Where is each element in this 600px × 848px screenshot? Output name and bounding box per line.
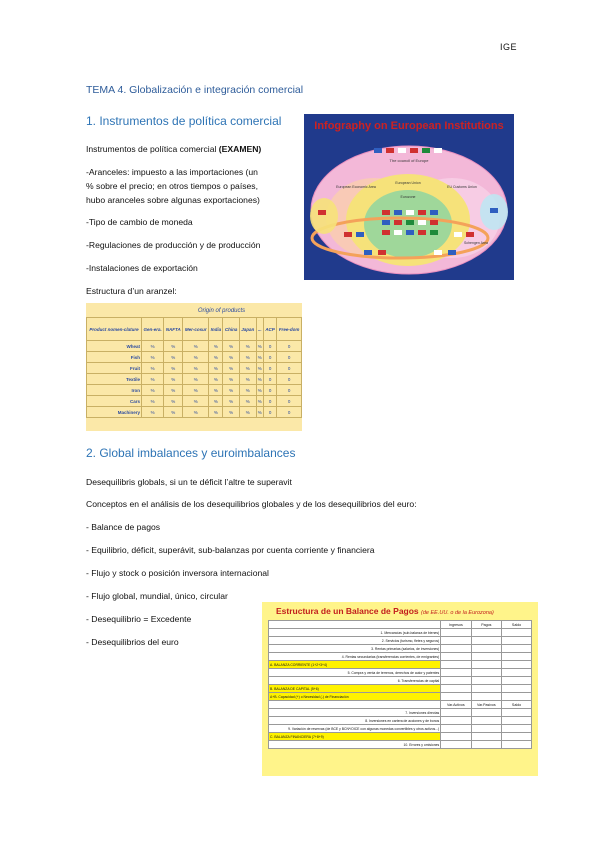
balance-cell [502, 677, 532, 685]
balance-row-label: A+B. Capacidad (+) o Necesidad (-) de Financiación [269, 693, 441, 701]
tariff-cell: 0 [277, 363, 302, 374]
balance-cell [502, 693, 532, 701]
ring-label-schengen: Schengen Area [464, 241, 488, 245]
tariff-cell: % [141, 396, 163, 407]
table-row [269, 725, 532, 733]
tariff-cell: % [183, 352, 209, 363]
balance-cell [502, 645, 532, 653]
balance-cell [502, 629, 532, 637]
tariff-cell: % [223, 396, 239, 407]
tariff-row-label: Iron [87, 385, 142, 396]
balance-cell [502, 669, 532, 677]
tariff-cell: % [256, 363, 263, 374]
tariff-row-label: Machinery [87, 407, 142, 418]
ring-label-customs: EU Customs Union [447, 185, 477, 189]
tariff-col-header: China [223, 318, 239, 341]
balance-cell [441, 717, 471, 725]
tariff-cell: % [256, 352, 263, 363]
tariff-cell: 0 [264, 396, 277, 407]
balance-row-label: C. BALANZA FINANCIERA (7+8+9) [269, 733, 441, 741]
table-row [269, 669, 532, 677]
balance-cell [502, 717, 532, 725]
tariff-cell: % [209, 396, 223, 407]
ring-label-eea: European Economic Area [336, 185, 376, 189]
balance-image [262, 602, 538, 776]
balance-row-label: 10. Errores y omisiones [269, 741, 441, 749]
balance-cell [471, 709, 501, 717]
balance-cell [441, 669, 471, 677]
tariff-row-label: Textile [87, 374, 142, 385]
council-label: The council of Europe [389, 158, 429, 163]
tariff-cell: % [239, 352, 256, 363]
item-export: -Instalaciones de exportación [86, 263, 198, 273]
balance-row-label [269, 701, 441, 709]
balance-cell: Pagos [471, 621, 501, 629]
tariff-cell: 0 [277, 396, 302, 407]
tariff-cell: % [223, 352, 239, 363]
infographic-title: Infography on European Institutions [314, 120, 504, 132]
tariff-cell: % [183, 396, 209, 407]
balance-cell [471, 629, 501, 637]
tariff-cell: % [209, 385, 223, 396]
table-row [87, 374, 302, 385]
table-row [87, 396, 302, 407]
left-small-ellipse [310, 198, 338, 234]
balance-cell [502, 685, 532, 693]
tariff-cell: % [141, 374, 163, 385]
tariff-col-header: ... [256, 318, 263, 341]
tariff-cell: 0 [277, 341, 302, 352]
tariff-cell: % [209, 407, 223, 418]
balance-cell [441, 693, 471, 701]
balance-cell [471, 717, 501, 725]
balance-cell [471, 677, 501, 685]
balance-cell [441, 725, 471, 733]
section2-heading: 2. Global imbalances y euroimbalances [86, 446, 296, 460]
table-row [269, 645, 532, 653]
tariff-cell: 0 [277, 352, 302, 363]
tariff-col-header: India [209, 318, 223, 341]
exam-line-prefix: Instrumentos de política comercial [86, 144, 219, 154]
tariff-cell: % [164, 385, 183, 396]
s2-line-7: - Desequilibrios del euro [86, 637, 179, 647]
tariff-cell: % [164, 341, 183, 352]
tariff-col-header: Product nomen-clature [87, 318, 142, 341]
balance-row-label: 4. Rentas secundarias (transferencias corrientes, de emigrantes) [269, 653, 441, 661]
table-row [269, 629, 532, 637]
balance-cell [502, 741, 532, 749]
tariff-cell: 0 [264, 374, 277, 385]
tariff-cell: % [256, 385, 263, 396]
ring-label-eurozone: Eurozone [400, 195, 416, 199]
table-row [269, 621, 532, 629]
tariff-caption-spacer [87, 303, 142, 318]
topic-title: TEMA 4. Globalización e integración comercial [86, 84, 304, 96]
balance-row-label: 8. Inversiones en cartera de acciones y de bonos [269, 717, 441, 725]
tariff-cell: 0 [264, 407, 277, 418]
tariff-row-label: Fruit [87, 363, 142, 374]
tariff-cell: % [164, 363, 183, 374]
table-row [269, 717, 532, 725]
tariff-cell: % [183, 341, 209, 352]
tariff-cell: % [141, 385, 163, 396]
balance-cell [441, 645, 471, 653]
tariff-col-header: Free-dom [277, 318, 302, 341]
s2-line-6: - Desequilibrio = Excedente [86, 614, 192, 624]
balance-cell [471, 661, 501, 669]
tariff-cell: % [239, 385, 256, 396]
tariff-table [86, 303, 302, 418]
table-row [87, 341, 302, 352]
tariff-cell: % [141, 352, 163, 363]
tariff-cell: % [239, 407, 256, 418]
balance-cell [471, 669, 501, 677]
tariff-cell: 0 [264, 341, 277, 352]
infographic-diagram [304, 114, 514, 280]
balance-row-label: 6. Transferencias de capital [269, 677, 441, 685]
tariff-cell: % [164, 396, 183, 407]
tariff-line-3: hubo aranceles sobre algunas exportaciones) [86, 195, 260, 205]
balance-row-label: 9. Variación de reservas (de BCE y BCN*/OICE con algunas monedas convertibles y otros activos...) [269, 725, 441, 733]
tariff-row-label: Fish [87, 352, 142, 363]
balance-cell [441, 629, 471, 637]
tariff-cell: % [141, 341, 163, 352]
table-row [87, 407, 302, 418]
tariff-cell: % [183, 407, 209, 418]
tariff-cell: 0 [264, 352, 277, 363]
tariff-row-label: Cars [87, 396, 142, 407]
tariff-col-header: ACP [264, 318, 277, 341]
tariff-cell: 0 [264, 363, 277, 374]
table-row [87, 352, 302, 363]
balance-cell [441, 733, 471, 741]
balance-subtitle: (de EE.UU. o de la Eurozona) [421, 610, 494, 616]
balance-title [262, 602, 538, 620]
tariff-cell: % [183, 363, 209, 374]
balance-cell: Var.Activos [441, 701, 471, 709]
tariff-cell: % [223, 407, 239, 418]
s2-line-1: Conceptos en el análisis de los desequilibrios globales y de los desequilibrios del euro: [86, 499, 417, 509]
balance-cell [471, 741, 501, 749]
course-code: IGE [500, 42, 518, 52]
ring-label-eu: European Union [395, 181, 421, 185]
tariff-cell: % [223, 374, 239, 385]
tariff-cell: % [239, 374, 256, 385]
tariff-cell: % [223, 385, 239, 396]
table-row [87, 385, 302, 396]
s2-line-4: - Flujo y stock o posición inversora internacional [86, 568, 269, 578]
tariff-cell: % [141, 363, 163, 374]
exam-line [86, 143, 261, 156]
exam-line-bold: (EXAMEN) [218, 144, 262, 154]
eu-infographic [304, 114, 514, 280]
tariff-cell: 0 [277, 374, 302, 385]
item-exchange: -Tipo de cambio de moneda [86, 217, 193, 227]
tariff-cell: % [239, 396, 256, 407]
balance-cell [502, 733, 532, 741]
balance-cell [441, 653, 471, 661]
tariff-cell: % [256, 407, 263, 418]
balance-row-label: 7. Inversiones directas [269, 709, 441, 717]
balance-cell [441, 677, 471, 685]
tariff-cell: % [209, 363, 223, 374]
tariff-cell: % [239, 363, 256, 374]
balance-cell: Ingresos [441, 621, 471, 629]
balance-row-label: B. BALANZA DE CAPITAL (5+6) [269, 685, 441, 693]
tariff-col-header: NAFTA [164, 318, 183, 341]
balance-cell [502, 709, 532, 717]
balance-cell: Saldo [502, 701, 532, 709]
tariff-cell: % [209, 341, 223, 352]
table-row [87, 363, 302, 374]
tariff-cell: % [256, 396, 263, 407]
balance-table [268, 620, 532, 749]
table-row [269, 677, 532, 685]
balance-cell [441, 709, 471, 717]
balance-row-label: 2. Servicios (turismo, fletes y seguros) [269, 637, 441, 645]
table-row [269, 709, 532, 717]
balance-cell [502, 725, 532, 733]
table-row [269, 693, 532, 701]
table-row [269, 701, 532, 709]
tariff-col-header: Mer-cosur [183, 318, 209, 341]
s2-line-3: - Equilibrio, déficit, superávit, sub-balanzas por cuenta corriente y financiera [86, 545, 375, 555]
balance-cell [441, 741, 471, 749]
tariff-col-header: Gen-era. [141, 318, 163, 341]
table-row [269, 741, 532, 749]
balance-cell [502, 661, 532, 669]
balance-cell [471, 693, 501, 701]
balance-cell [471, 725, 501, 733]
table-row [269, 637, 532, 645]
balance-cell [441, 685, 471, 693]
balance-cell [471, 733, 501, 741]
balance-row-label: 3. Rentas primarias (salarios, de inversiones) [269, 645, 441, 653]
tariff-caption: Origin of products [197, 308, 246, 314]
tariff-table-image [86, 303, 302, 431]
tariff-row-label: Wheat [87, 341, 142, 352]
tariff-cell: 0 [264, 385, 277, 396]
balance-title-main: Estructura de un Balance de Pagos [276, 606, 419, 616]
tariff-cell: % [223, 341, 239, 352]
balance-row-label [269, 621, 441, 629]
balance-cell [471, 685, 501, 693]
tariff-cell: % [183, 385, 209, 396]
tariff-cell: % [183, 374, 209, 385]
tariff-cell: % [209, 352, 223, 363]
s2-line-5: - Flujo global, mundial, único, circular [86, 591, 228, 601]
tariff-cell: % [223, 363, 239, 374]
table-row [269, 661, 532, 669]
tariff-cell: % [256, 374, 263, 385]
balance-cell [471, 637, 501, 645]
tariff-cell: % [209, 374, 223, 385]
tariff-col-header: Japan [239, 318, 256, 341]
table-row [269, 733, 532, 741]
tariff-cell: % [164, 407, 183, 418]
tariff-cell: % [141, 407, 163, 418]
balance-cell: Saldo [502, 621, 532, 629]
tariff-cell: 0 [277, 385, 302, 396]
balance-row-label: 1. Mercancías (sub-balanza de bienes) [269, 629, 441, 637]
balance-cell [502, 637, 532, 645]
tariff-cell: % [239, 341, 256, 352]
s2-line-2: - Balance de pagos [86, 522, 161, 532]
tariff-line-1: -Aranceles: impuesto a las importaciones (un [86, 167, 258, 177]
item-regulations: -Regulaciones de producción y de producción [86, 240, 261, 250]
balance-cell [471, 653, 501, 661]
tariff-line-2: % sobre el precio; en otros tiempos o países, [86, 181, 258, 191]
tariff-structure-label: Estructura d’un aranzel: [86, 286, 177, 296]
table-row [269, 685, 532, 693]
tariff-cell: % [164, 374, 183, 385]
balance-cell: Var.Pasivos [471, 701, 501, 709]
balance-cell [471, 645, 501, 653]
balance-row-label: A. BALANZA CORRIENTE (1+2+3+4) [269, 661, 441, 669]
balance-cell [502, 653, 532, 661]
tariff-cell: % [164, 352, 183, 363]
s2-line-0: Desequilibris globals, si un te déficit l’altre te superavit [86, 477, 292, 487]
tariff-cell: 0 [277, 407, 302, 418]
tariff-cell: % [256, 341, 263, 352]
section1-heading: 1. Instrumentos de política comercial [86, 114, 282, 128]
balance-cell [441, 637, 471, 645]
balance-cell [441, 661, 471, 669]
balance-row-label: 5. Compra y venta de terrenos, derechos de autor y patentes [269, 669, 441, 677]
table-row [269, 653, 532, 661]
